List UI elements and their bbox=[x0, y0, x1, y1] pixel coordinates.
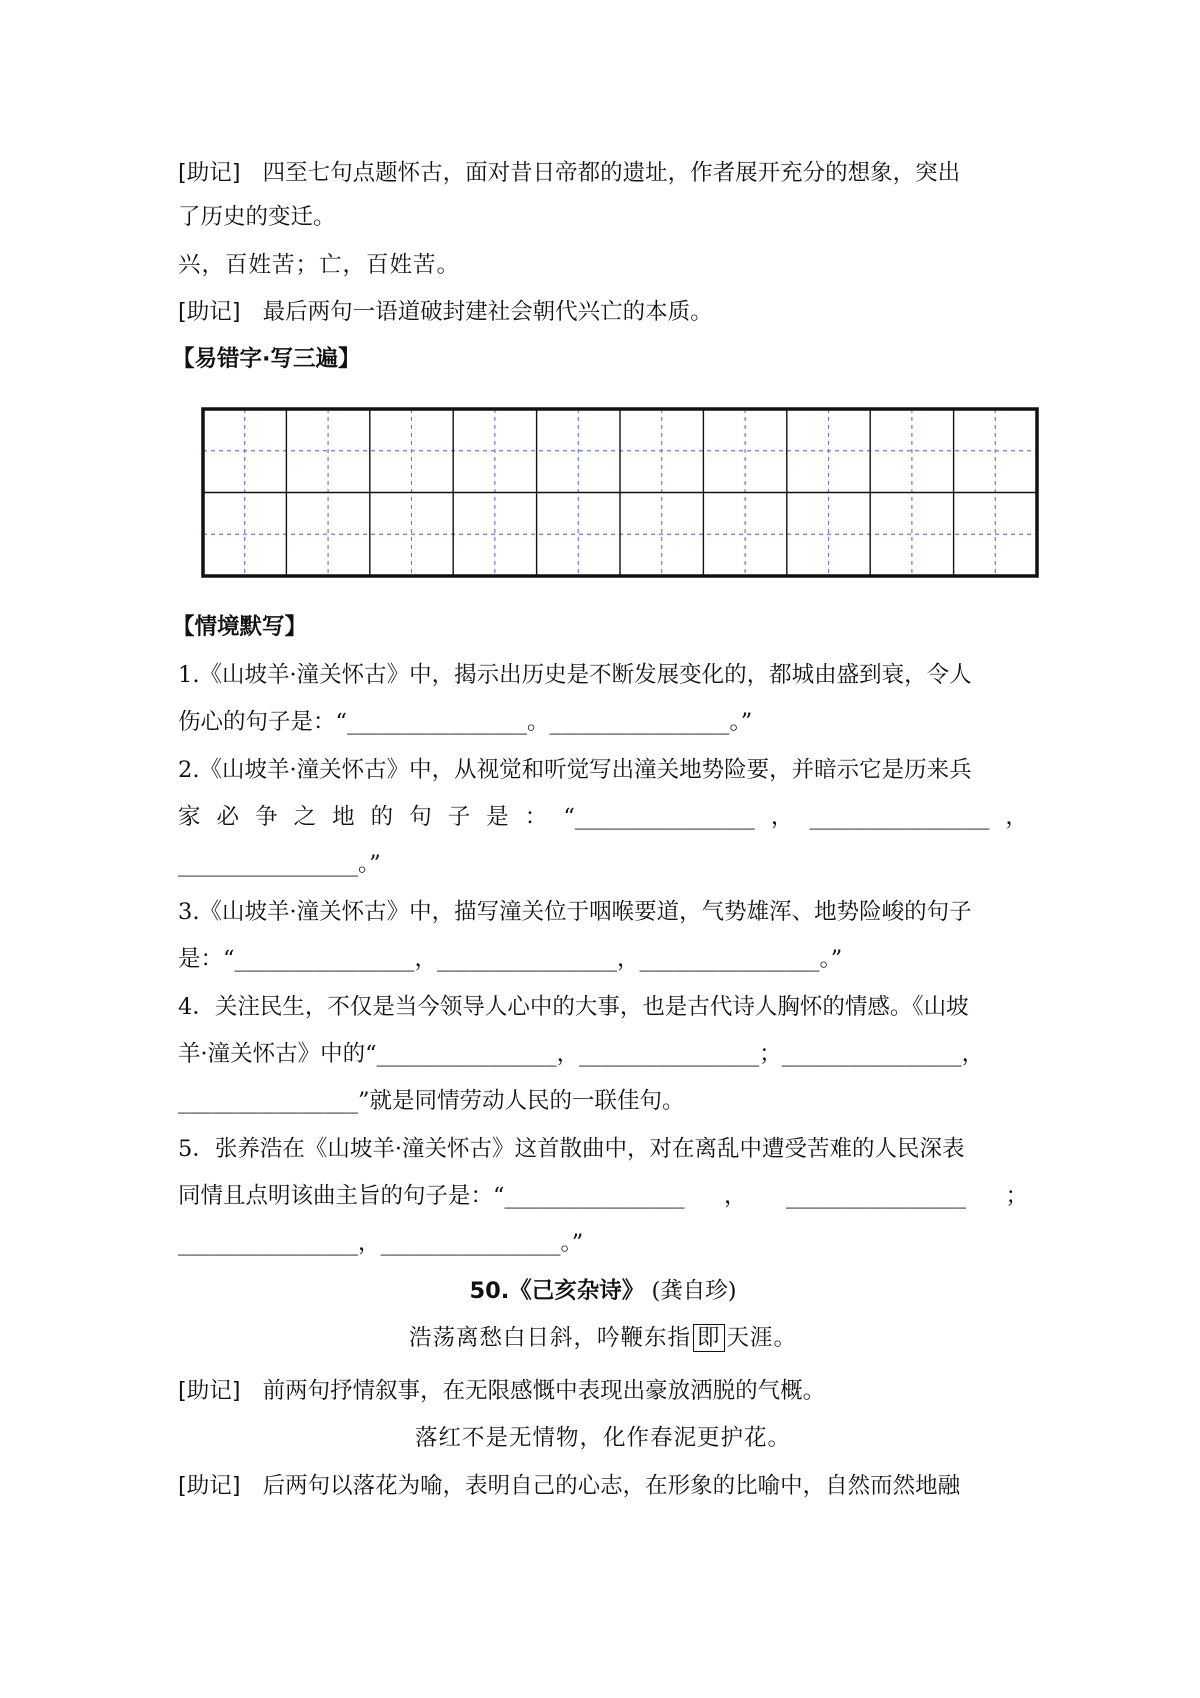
question-1-line-1: 1.《山坡羊·潼关怀古》中，揭示出历史是不断发展变化的，都城由盛到衰，令人 bbox=[178, 662, 972, 688]
mnemonic-text: 最后两句一语道破封建社会朝代兴亡的本质。 bbox=[262, 299, 713, 325]
question-4-line-2: 羊·潼关怀古》中的“________________，________________；________________， bbox=[178, 1041, 985, 1067]
poem-50-author: (龚自珍) bbox=[651, 1278, 737, 1304]
q2-char: 的 bbox=[370, 804, 394, 830]
writing-grid-svg bbox=[201, 407, 1039, 578]
q2-char: 是 bbox=[486, 804, 509, 830]
answer-blank[interactable]: ________________ bbox=[809, 804, 990, 830]
q2-char: 句 bbox=[409, 804, 432, 830]
q5-punct: ； bbox=[1005, 1183, 1028, 1209]
q2-char: 之 bbox=[293, 804, 317, 830]
mnemonic-line-5 bbox=[178, 1471, 1028, 1501]
question-3-line-2: 是：“________________，________________，________________。” bbox=[178, 946, 843, 972]
question-5-line-1: 5．张养浩在《山坡羊·潼关怀古》这首散曲中，对在离乱中遭受苦难的人民深表 bbox=[178, 1136, 965, 1162]
q2-char: 家 bbox=[178, 804, 201, 830]
q5-punct: ， bbox=[724, 1183, 747, 1209]
poem-50-couplet-2: 落红不是无情物，化作春泥更护花。 bbox=[414, 1425, 791, 1451]
poem-50-title: 50.《己亥杂诗》 bbox=[469, 1278, 645, 1304]
answer-blank[interactable]: “________________ bbox=[563, 804, 755, 830]
practice-writing-grid[interactable] bbox=[201, 407, 1039, 578]
mnemonic-text: 前两句抒情叙事，在无限感慨中表现出豪放洒脱的气概。 bbox=[262, 1378, 826, 1404]
question-2-line-1: 2.《山坡羊·潼关怀古》中，从视觉和听觉写出潼关地势险要，并暗示它是历来兵 bbox=[178, 757, 972, 783]
mnemonic-tag: [助记] bbox=[178, 1473, 241, 1499]
mnemonic-text: 后两句以落花为喻，表明自己的心志，在形象的比喻中，自然而然地融 bbox=[262, 1473, 961, 1499]
mnemonic-tag: [助记] bbox=[178, 160, 241, 186]
mnemonic-line-3 bbox=[178, 297, 1028, 327]
section-heading-context-dictation: 【情境默写】 bbox=[172, 614, 308, 640]
question-5-line-2 bbox=[178, 1181, 1028, 1211]
question-4-line-1: 4．关注民生，不仅是当今领导人心中的大事，也是古代诗人胸怀的情感。《山坡 bbox=[178, 994, 969, 1020]
mnemonic-tag: [助记] bbox=[178, 299, 241, 325]
q2-char: 子 bbox=[447, 804, 471, 830]
q2-char: 必 bbox=[216, 804, 240, 830]
mnemonic-tag: [助记] bbox=[178, 1378, 241, 1404]
question-4-line-3: ________________”就是同情劳动人民的一联佳句。 bbox=[178, 1088, 685, 1114]
section-heading-error-prone: 【易错字·写三遍】 bbox=[172, 346, 361, 372]
highlighted-char-box: 即 bbox=[693, 1324, 725, 1352]
poem-50-couplet-1 bbox=[178, 1323, 1028, 1353]
q2-punct: ， bbox=[1005, 804, 1028, 830]
mnemonic-text: 四至七句点题怀古，面对昔日帝都的遗址，作者展开充分的想象，突出 bbox=[262, 160, 961, 186]
question-2-line-3: ________________。” bbox=[178, 851, 381, 877]
q2-char: ： bbox=[524, 804, 548, 830]
q2-punct: ， bbox=[770, 804, 794, 830]
question-2-line-2 bbox=[178, 802, 1028, 832]
question-5-line-3: ________________，________________。” bbox=[178, 1230, 584, 1256]
poem-line: 兴，百姓苦；亡，百姓苦。 bbox=[178, 252, 461, 278]
q2-char: 地 bbox=[332, 804, 355, 830]
mnemonic-line-1 bbox=[178, 158, 1028, 188]
poem-50-heading bbox=[178, 1276, 1028, 1306]
mnemonic-line-2: 了历史的变迁。 bbox=[178, 204, 336, 230]
poem-text: 天涯。 bbox=[726, 1325, 798, 1351]
mnemonic-line-4 bbox=[178, 1376, 1028, 1406]
answer-blank[interactable]: ________________ bbox=[786, 1183, 966, 1209]
q5-text: 同情且点明该曲主旨的句子是：“________________ bbox=[178, 1183, 685, 1209]
poem-text: 浩荡离愁白日斜，吟鞭东指 bbox=[408, 1325, 691, 1351]
question-1-line-2: 伤心的句子是：“________________。________________。” bbox=[178, 709, 753, 735]
q2-char: 争 bbox=[255, 804, 278, 830]
question-3-line-1: 3.《山坡羊·潼关怀古》中，描写潼关位于咽喉要道，气势雄浑、地势险峻的句子 bbox=[178, 899, 972, 925]
